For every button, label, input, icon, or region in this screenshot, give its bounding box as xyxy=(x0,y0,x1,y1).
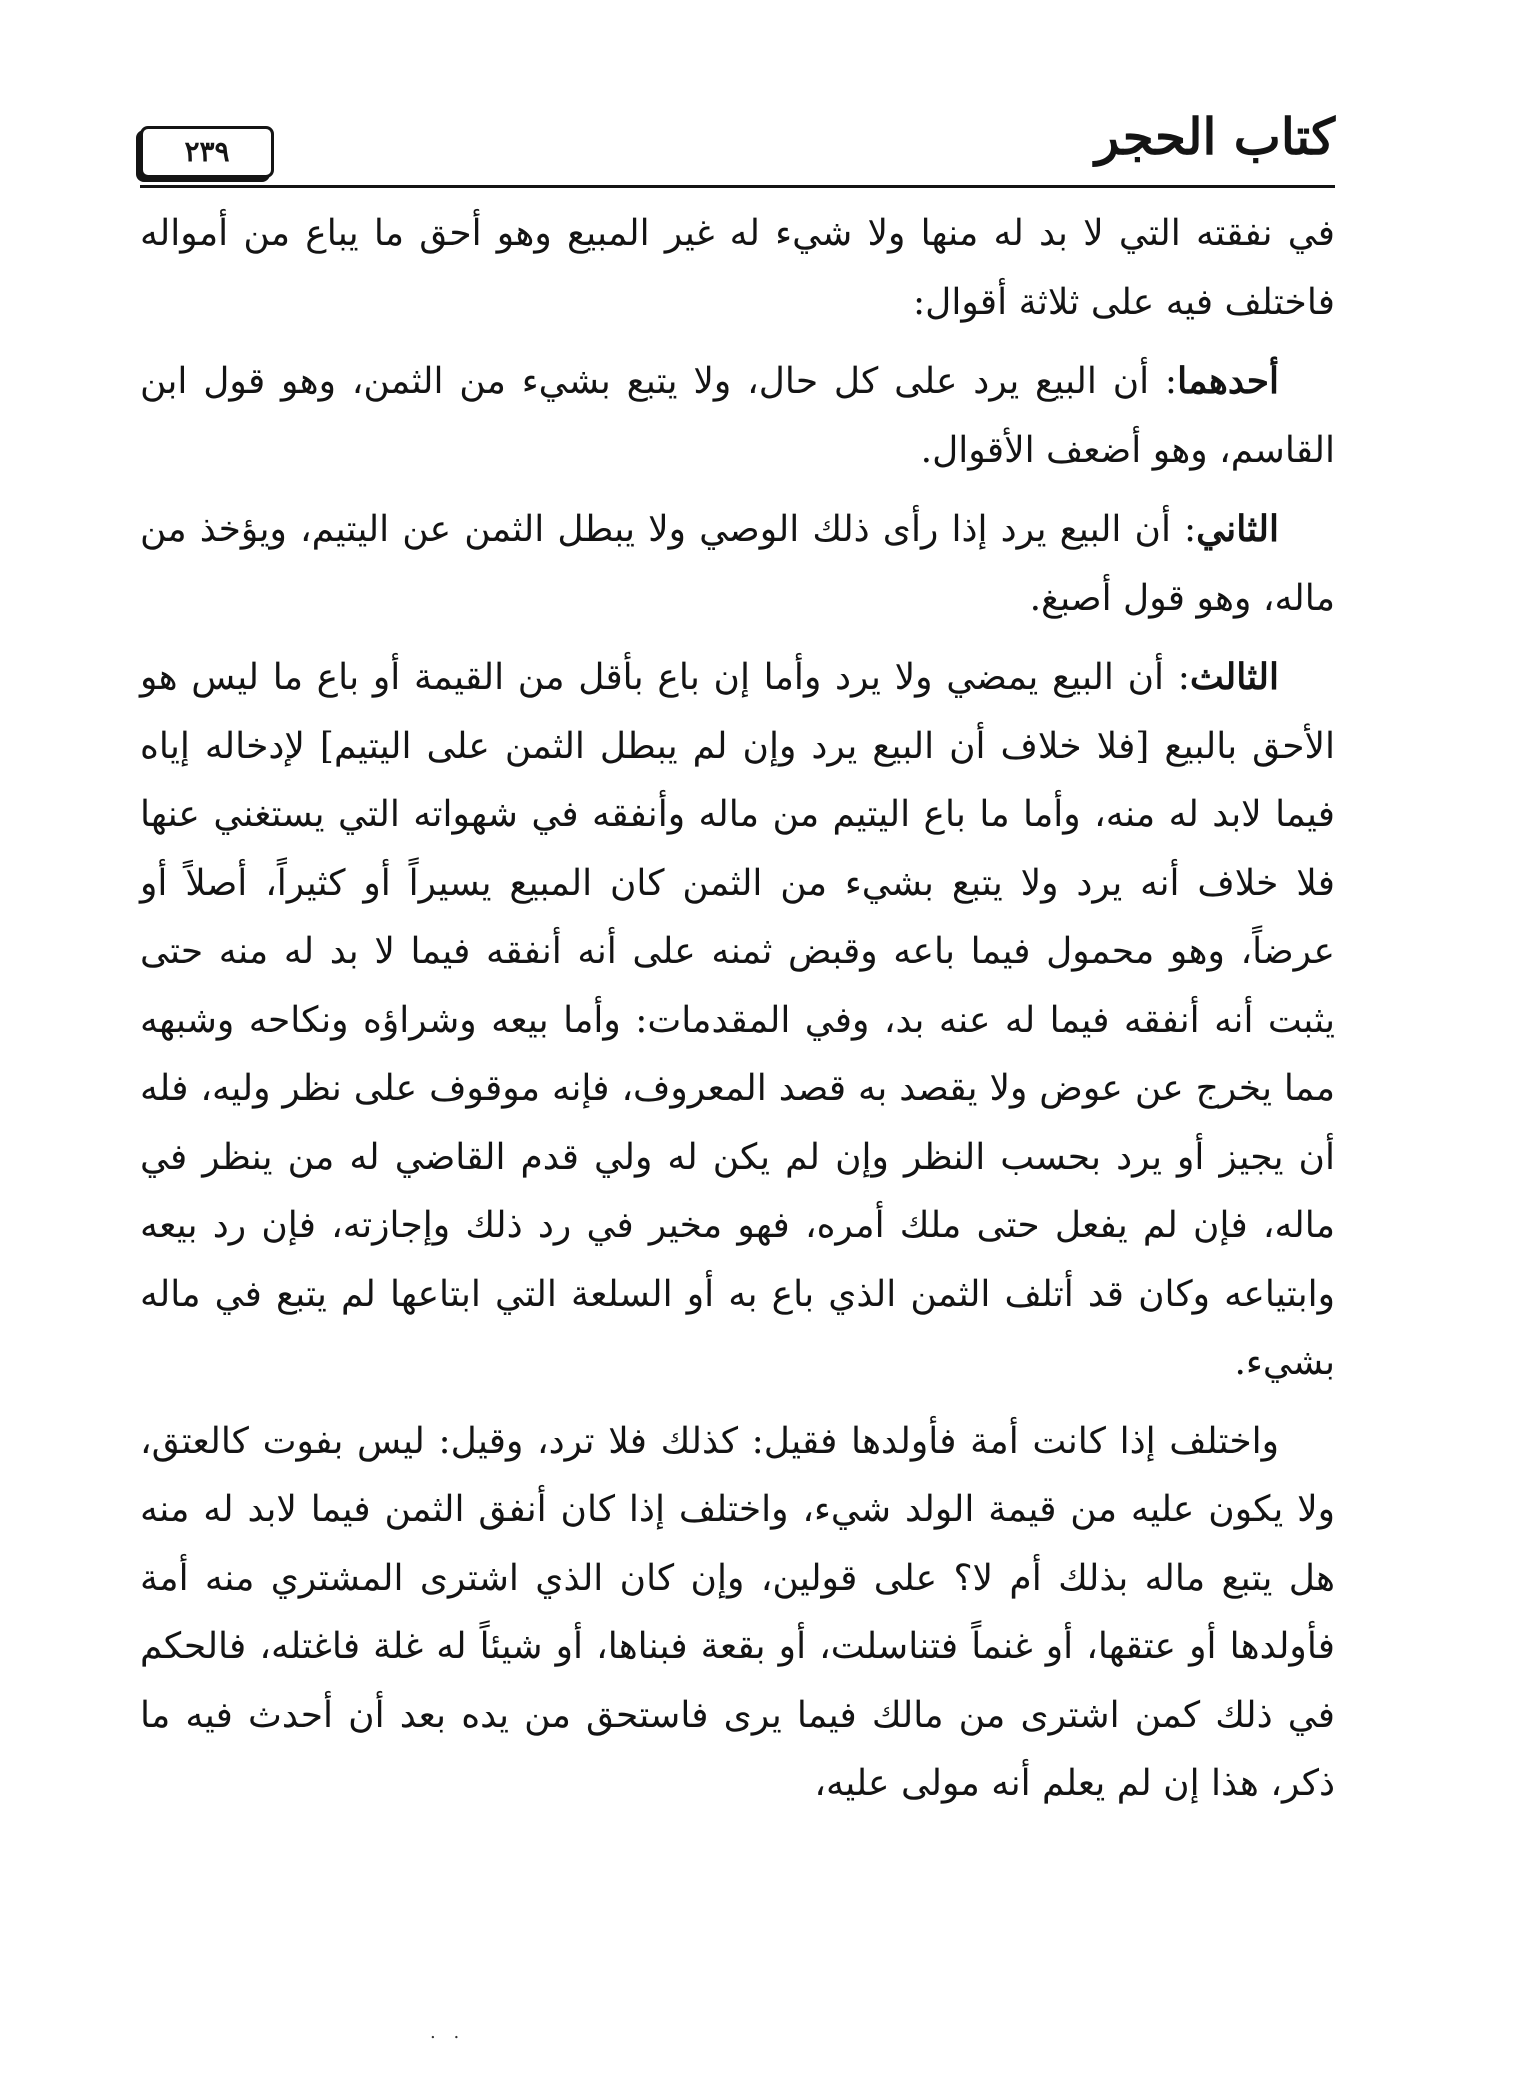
text-body xyxy=(140,200,1335,1819)
paragraph-text: واختلف إذا كانت أمة فأولدها فقيل: كذلك فلا ترد، وقيل: ليس بفوت كالعتق، ولا يكون عليه من قيمة الولد شيء، واختلف إذا كان أنفق الثمن فيما لابد له منه هل يتبع ماله بذلك أم لا؟ على قولين، وإن كان الذي اشترى المشتري منه أمة فأولدها أو عتقها، أو غنماً فتناسلت، أو بقعة فبناها، أو شيئاً له غلة فاغتله، فالحكم في ذلك كمن اشترى من مالك فيما يرى فاستحق من يده بعد أن أحدث فيه ما ذكر، هذا إن لم يعلم أنه مولى عليه، xyxy=(140,1420,1335,1804)
page-number-box xyxy=(140,126,274,178)
paragraph-text: : أن البيع يرد على كل حال، ولا يتبع بشيء من الثمن، وهو قول ابن القاسم، وهو أضعف الأقوال. xyxy=(140,361,1335,471)
paragraph-disagreement xyxy=(140,1408,1335,1819)
paragraph-third-opinion xyxy=(140,643,1335,1398)
paragraph-text: : أن البيع يمضي ولا يرد وأما إن باع بأقل من القيمة أو باع ما ليس هو الأحق بالبيع [فلا خلاف أن البيع يرد وإن لم يبطل الثمن على اليتيم] لإدخاله إياه فيما لابد له منه، وأما ما باع اليتيم من ماله وأنفقه في شهواته التي يستغني عنها فلا خلاف أنه يرد ولا يتبع بشيء من الثمن كان المبيع يسيراً أو كثيراً، أصلاً أو عرضاً، وهو محمول فيما باعه وقبض ثمنه على أنه أنفقه فيما لا بد له منه حتى يثبت أنه أنفقه فيما له عنه بد، وفي المقدمات: وأما بيعه وشراؤه ونكاحه وشبهه مما يخرج عن عوض ولا يقصد به قصد المعروف، فإنه موقوف على نظر وليه، فله أن يجيز أو يرد بحسب النظر وإن لم يكن له ولي قدم القاضي له من ينظر في ماله، فإن لم يفعل حتى ملك أمره، فهو مخير في رد ذلك وإجازته، فإن رد بيعه وابتياعه وكان قد أتلف الثمن الذي باع به أو السلعة التي ابتاعها لم يتبع في ماله بشيء. xyxy=(140,657,1335,1383)
paragraph-text: في نفقته التي لا بد له منها ولا شيء له غير المبيع وهو أحق ما يباع من أمواله فاختلف فيه على ثلاثة أقوال: xyxy=(140,213,1335,323)
book-page xyxy=(140,108,1335,2028)
book-title: كتاب الحجر xyxy=(1095,107,1335,166)
paragraph-second-opinion xyxy=(140,495,1335,633)
paragraph-lead-term: أحدهما xyxy=(1177,360,1279,402)
header-divider xyxy=(140,185,1335,188)
page-number: ٢٣٩ xyxy=(184,135,230,168)
paragraph-text: : أن البيع يرد إذا رأى ذلك الوصي ولا يبطل الثمن عن اليتيم، ويؤخذ من ماله، وهو قول أصبغ. xyxy=(140,509,1335,619)
page-header xyxy=(140,108,1335,190)
paragraph-lead-term: الثاني xyxy=(1196,508,1279,550)
paragraph-intro xyxy=(140,200,1335,337)
stray-mark: . . xyxy=(430,2022,466,2043)
paragraph-first-opinion xyxy=(140,347,1335,485)
paragraph-lead-term: الثالث xyxy=(1189,656,1279,698)
